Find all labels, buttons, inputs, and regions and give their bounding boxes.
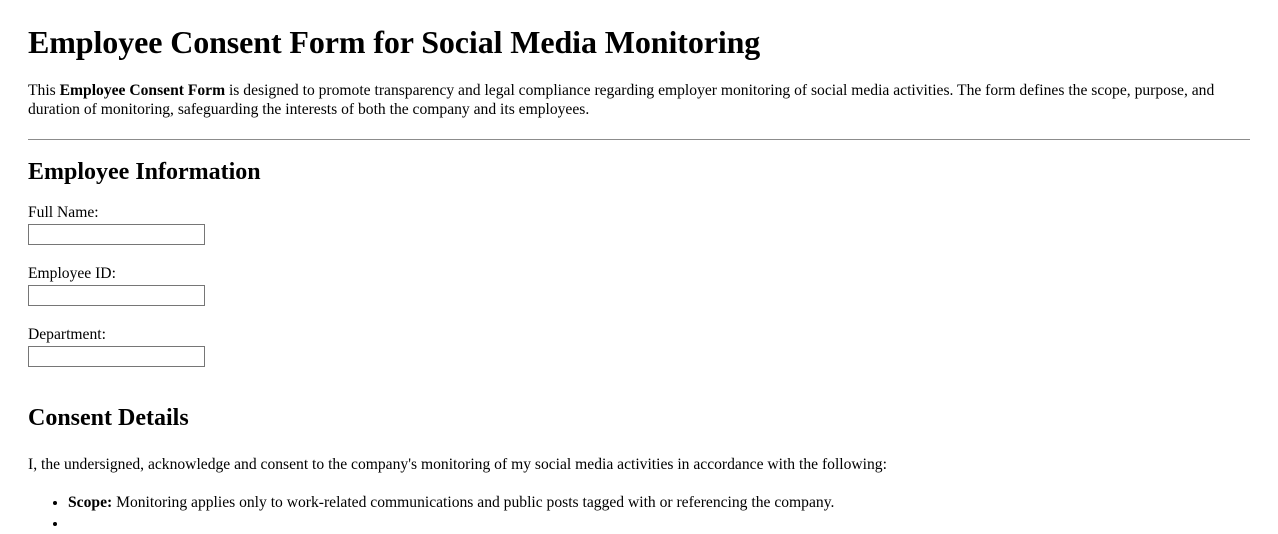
- page-title: Employee Consent Form for Social Media Monitoring: [28, 24, 761, 60]
- employee-id-input[interactable]: [28, 285, 205, 306]
- intro-rest-text: is designed to promote transparency and legal compliance regarding employer monitoring of social media activities. The form defines the scope, purpose, and duration of monitoring, safeguarding the interests of both the company and its employees.: [28, 82, 1215, 118]
- intro-paragraph: [28, 82, 1250, 119]
- full-name-input[interactable]: [28, 224, 205, 245]
- intro-lead-text: This: [28, 82, 60, 99]
- department-label: Department:: [28, 326, 106, 344]
- consent-item-term: Scope:: [68, 494, 113, 512]
- list-item: [68, 492, 1250, 513]
- field-group-full-name: [28, 204, 1250, 245]
- employee-information-heading: Employee Information: [28, 159, 261, 185]
- field-group-department: [28, 326, 1250, 367]
- full-name-label: Full Name:: [28, 204, 99, 222]
- list-item: [68, 513, 1250, 534]
- section-divider: [28, 139, 1250, 140]
- field-group-employee-id: [28, 265, 1250, 306]
- employee-id-label: Employee ID:: [28, 265, 116, 283]
- consent-terms-list: [28, 492, 1250, 534]
- consent-lead-paragraph: I, the undersigned, acknowledge and consent to the company's monitoring of my social media activities in accordance with the following:: [28, 455, 887, 473]
- consent-details-section: [28, 405, 1250, 534]
- department-input[interactable]: [28, 346, 205, 367]
- consent-details-heading: Consent Details: [28, 405, 189, 432]
- intro-bold-term: Employee Consent Form: [59, 82, 226, 99]
- consent-item-text: Monitoring applies only to work-related communications and public posts tagged with or referencing the company.: [112, 494, 835, 512]
